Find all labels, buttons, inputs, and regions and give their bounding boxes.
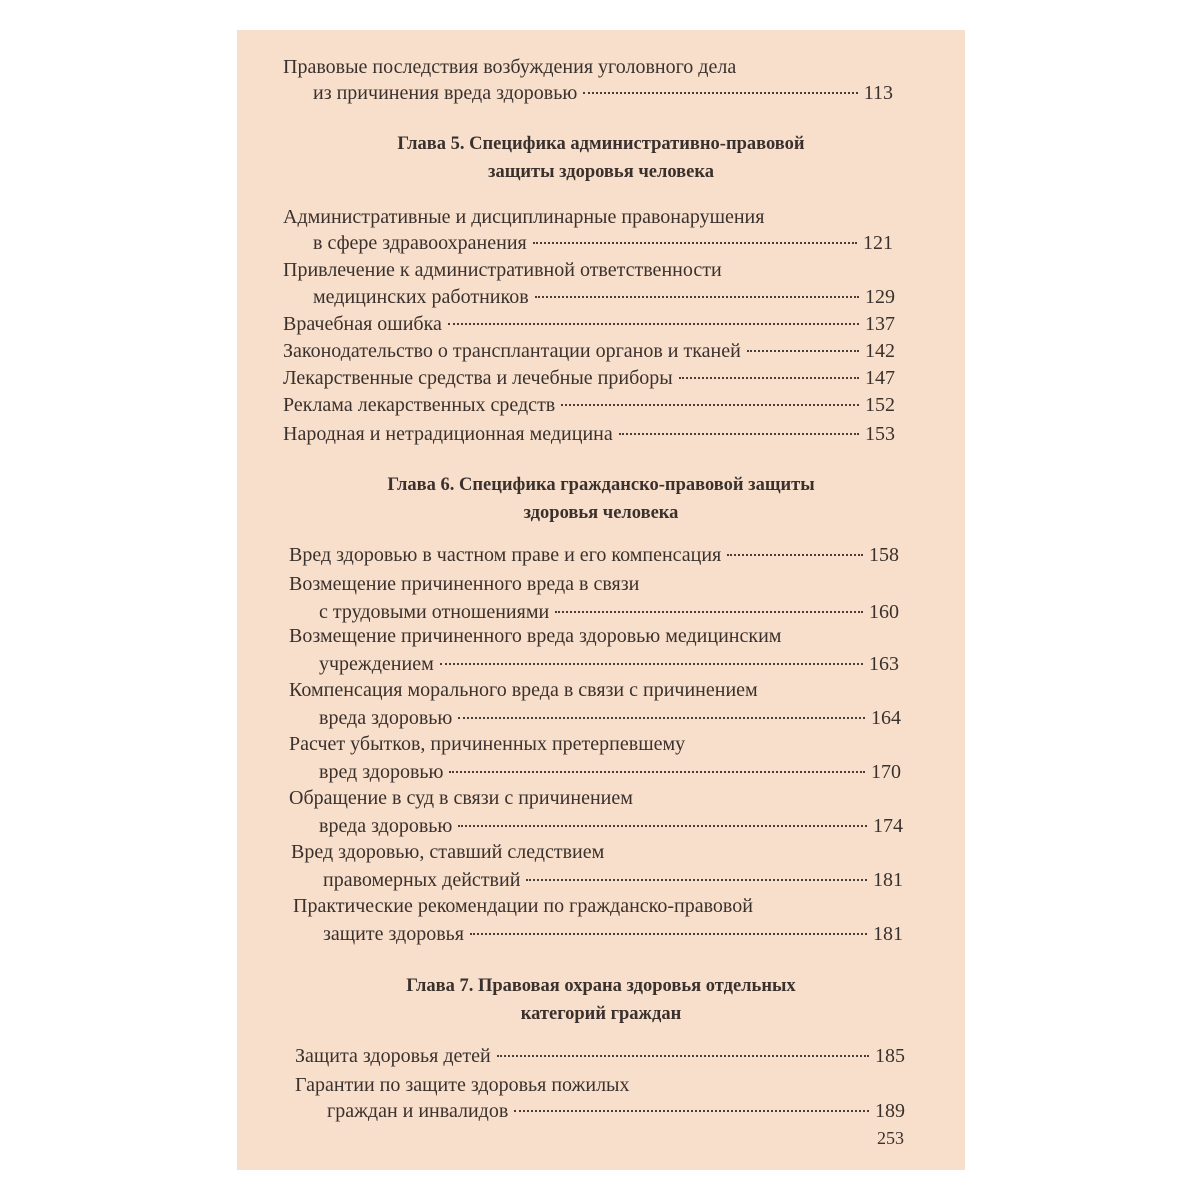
dot-leader — [458, 825, 867, 827]
dot-leader — [449, 771, 865, 773]
toc-page-number: 189 — [875, 1100, 905, 1122]
toc-entry-text: Вред здоровью в частном праве и его компенсация — [289, 544, 722, 566]
toc-entry-line — [323, 919, 903, 949]
toc-entry-line — [295, 1041, 905, 1071]
toc-page-number: 121 — [863, 232, 893, 254]
toc-entry-text: Защита здоровья детей — [295, 1045, 491, 1067]
toc-entry-text: Народная и нетрадиционная медицина — [283, 423, 613, 445]
toc-entry-line: Возмещение причиненного вреда здоровью медицинским — [289, 625, 782, 647]
toc-page-number: 170 — [871, 761, 901, 783]
dot-leader — [561, 404, 859, 406]
toc-page-number: 113 — [863, 82, 893, 104]
dot-leader — [583, 92, 857, 94]
toc-page-number: 174 — [873, 815, 903, 837]
toc-entry-text: вреда здоровью — [319, 815, 453, 837]
book-page — [237, 30, 965, 1170]
toc-page-number: 137 — [865, 313, 895, 335]
toc-entry-text: граждан и инвалидов — [327, 1100, 509, 1122]
toc-entry-line: Административные и дисциплинарные правонарушения — [283, 206, 765, 228]
toc-entry-line: Гарантии по защите здоровья пожилых — [295, 1074, 630, 1096]
dot-leader — [747, 350, 859, 352]
toc-entry-text: из причинения вреда здоровью — [313, 82, 578, 104]
toc-page-number: 181 — [873, 869, 903, 891]
chapter-title-line: Глава 5. Специфика административно-правовой — [397, 134, 805, 154]
dot-leader — [535, 296, 859, 298]
toc-page-number: 181 — [873, 923, 903, 945]
toc-entry-line — [283, 309, 895, 339]
dot-leader — [533, 242, 857, 244]
toc-entry-line — [327, 1096, 905, 1126]
toc-page-number: 163 — [869, 653, 899, 675]
toc-entry-line — [283, 419, 895, 449]
toc-entry-line: Правовые последствия возбуждения уголовного дела — [283, 56, 737, 78]
toc-entry-text: Законодательство о трансплантации органов и тканей — [283, 340, 741, 362]
chapter-title-line: Глава 6. Специфика гражданско-правовой защиты — [387, 475, 815, 495]
toc-entry-text: в сфере здравоохранения — [313, 232, 527, 254]
toc-entry-line — [313, 228, 893, 258]
toc-page-number: 152 — [865, 394, 895, 416]
toc-entry-text: Реклама лекарственных средств — [283, 394, 556, 416]
toc-entry-line — [283, 363, 895, 393]
dot-leader — [679, 377, 859, 379]
toc-page-number: 158 — [869, 544, 899, 566]
toc-entry-text: учреждением — [319, 653, 434, 675]
toc-page-number: 129 — [865, 286, 895, 308]
toc-entry-line: Возмещение причиненного вреда в связи — [289, 573, 640, 595]
chapter-heading — [237, 471, 965, 527]
dot-leader — [619, 433, 859, 435]
toc-entry-text: медицинских работников — [313, 286, 529, 308]
chapter-title-line: категорий граждан — [520, 1004, 682, 1024]
dot-leader — [514, 1110, 869, 1112]
toc-entry-line — [289, 540, 899, 570]
dot-leader — [727, 554, 863, 556]
toc-entry-line — [313, 282, 895, 312]
chapter-title-line: здоровья человека — [523, 503, 679, 523]
toc-page-number: 160 — [869, 601, 899, 623]
toc-page-number: 153 — [865, 423, 895, 445]
toc-entry-text: вред здоровью — [319, 761, 444, 783]
toc-entry-line: Вред здоровью, ставший следствием — [291, 841, 605, 863]
dot-leader — [470, 933, 867, 935]
toc-page-number: 142 — [865, 340, 895, 362]
toc-page-number: 164 — [871, 707, 901, 729]
dot-leader — [448, 323, 859, 325]
toc-entry-text: с трудовыми отношениями — [319, 601, 550, 623]
toc-entry-line — [283, 336, 895, 366]
toc-entry-text: защите здоровья — [323, 923, 464, 945]
toc-entry-line — [283, 390, 895, 420]
dot-leader — [526, 879, 867, 881]
dot-leader — [555, 611, 863, 613]
toc-entry-text: вреда здоровью — [319, 707, 453, 729]
toc-page-number: 147 — [865, 367, 895, 389]
dot-leader — [458, 717, 865, 719]
toc-entry-line: Компенсация морального вреда в связи с причинением — [289, 679, 758, 701]
toc-entry-line — [313, 78, 893, 108]
chapter-heading — [237, 130, 965, 186]
toc-entry-line: Практические рекомендации по гражданско-правовой — [293, 895, 753, 917]
page-number: 253 — [877, 1128, 904, 1148]
toc-page-number: 185 — [875, 1045, 905, 1067]
dot-leader — [497, 1055, 869, 1057]
toc-entry-line: Расчет убытков, причиненных претерпевшему — [289, 733, 686, 755]
chapter-title-line: защиты здоровья человека — [488, 162, 714, 182]
dot-leader — [440, 663, 863, 665]
chapter-title-line: Глава 7. Правовая охрана здоровья отдельных — [406, 976, 796, 996]
toc-entry-line: Обращение в суд в связи с причинением — [289, 787, 633, 809]
toc-entry-text: Врачебная ошибка — [283, 313, 442, 335]
toc-entry-line: Привлечение к административной ответственности — [283, 259, 722, 281]
toc-entry-text: Лекарственные средства и лечебные приборы — [283, 367, 673, 389]
chapter-heading — [237, 972, 965, 1028]
toc-entry-text: правомерных действий — [323, 869, 521, 891]
